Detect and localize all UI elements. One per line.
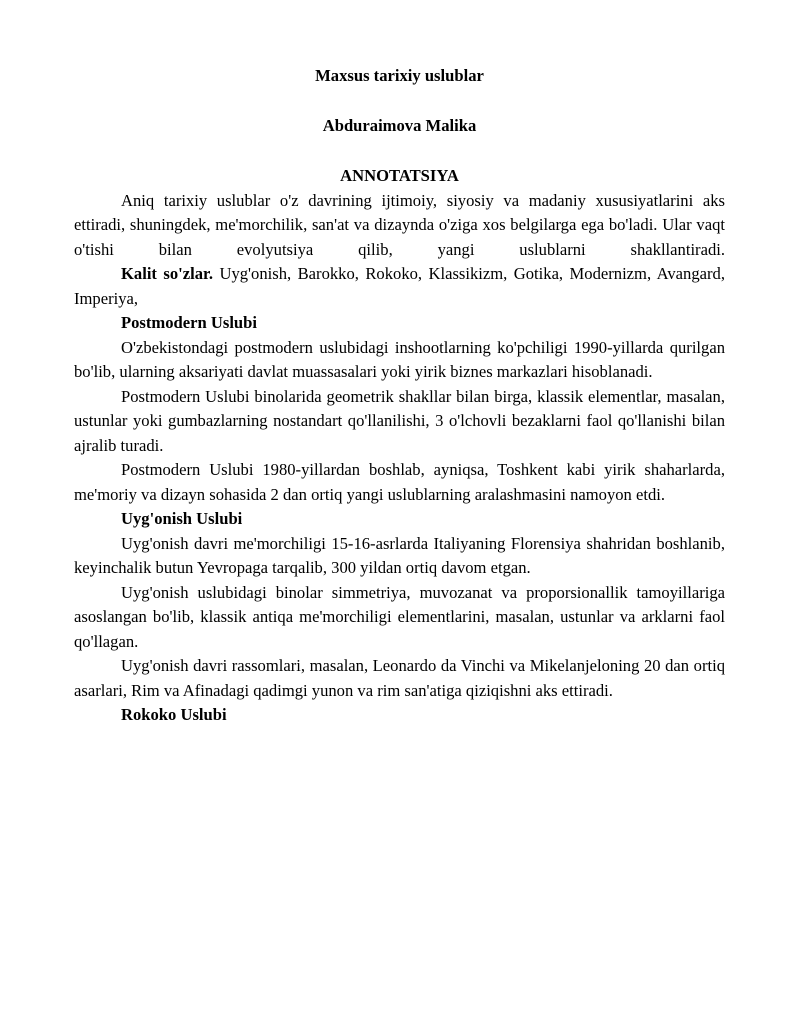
keywords-list: Uyg'onish, Barokko, Rokoko, Klassikizm, Gotika, Modernizm, Avangard, Imperiya, <box>74 264 725 308</box>
section-heading-rococo: Rokoko Uslubi <box>121 705 227 724</box>
annotation-heading: ANNOTATSIYA <box>340 166 459 185</box>
section-heading-postmodern: Postmodern Uslubi <box>121 313 257 332</box>
keywords-paragraph <box>74 262 725 311</box>
section-paragraph: O'zbekistondagi postmodern uslubidagi inshootlarning ko'pchiligi 1990-yillarda qurilgan bo'lib, ularning aksariyati davlat muassasalari yoki yirik biznes markazlari hisoblanadi. <box>74 337 725 381</box>
annotation-paragraph: Aniq tarixiy uslublar o'z davrining ijtimoiy, siyosiy va madaniy xususiyatlarini aks ettiradi, shuningdek, me'morchilik, san'at va dizaynda o'ziga xos belgilarga ega bo'ladi. Ular vaqt o'tishi bilan evolyutsiya qilib, yangi uslublarni shakllantiradi. <box>74 190 725 259</box>
section-paragraph: Postmodern Uslubi 1980-yillardan boshlab, ayniqsa, Toshkent kabi yirik shaharlarda, me'moriy va dizayn sohasida 2 dan ortiq yangi uslublarning aralashmasini namoyon etdi. <box>74 460 725 504</box>
section-paragraph: Uyg'onish davri me'morchiligi 15-16-asrlarda Italiyaning Florensiya shahridan boshlanib, keyinchalik butun Yevropaga tarqalib, 300 yildan ortiq davom etgan. <box>74 533 725 577</box>
section-paragraph: Uyg'onish uslubidagi binolar simmetriya, muvozanat va proporsionallik tamoyillariga asoslangan bo'lib, klassik antiqa me'morchiligi elementlarini, masalan, ustunlar va arklarni faol qo'llagan. <box>74 582 725 651</box>
document-title: Maxsus tarixiy uslublar <box>315 66 484 85</box>
keywords-label: Kalit so'zlar. <box>121 264 214 283</box>
section-paragraph: Postmodern Uslubi binolarida geometrik shakllar bilan birga, klassik elementlar, masalan, ustunlar yoki gumbazlarning nostandart qo'llanilishi, 3 o'lchovli bezaklarni faol qo'llanishi bilan ajralib turadi. <box>74 386 725 455</box>
section-paragraph: Uyg'onish davri rassomlari, masalan, Leonardo da Vinchi va Mikelanjeloning 20 dan ortiq asarlari, Rim va Afinadagi qadimgi yunon va rim san'atiga qiziqishni aks ettiradi. <box>74 656 725 700</box>
author-name: Abduraimova Malika <box>322 115 477 135</box>
section-heading-renaissance: Uyg'onish Uslubi <box>121 509 243 528</box>
